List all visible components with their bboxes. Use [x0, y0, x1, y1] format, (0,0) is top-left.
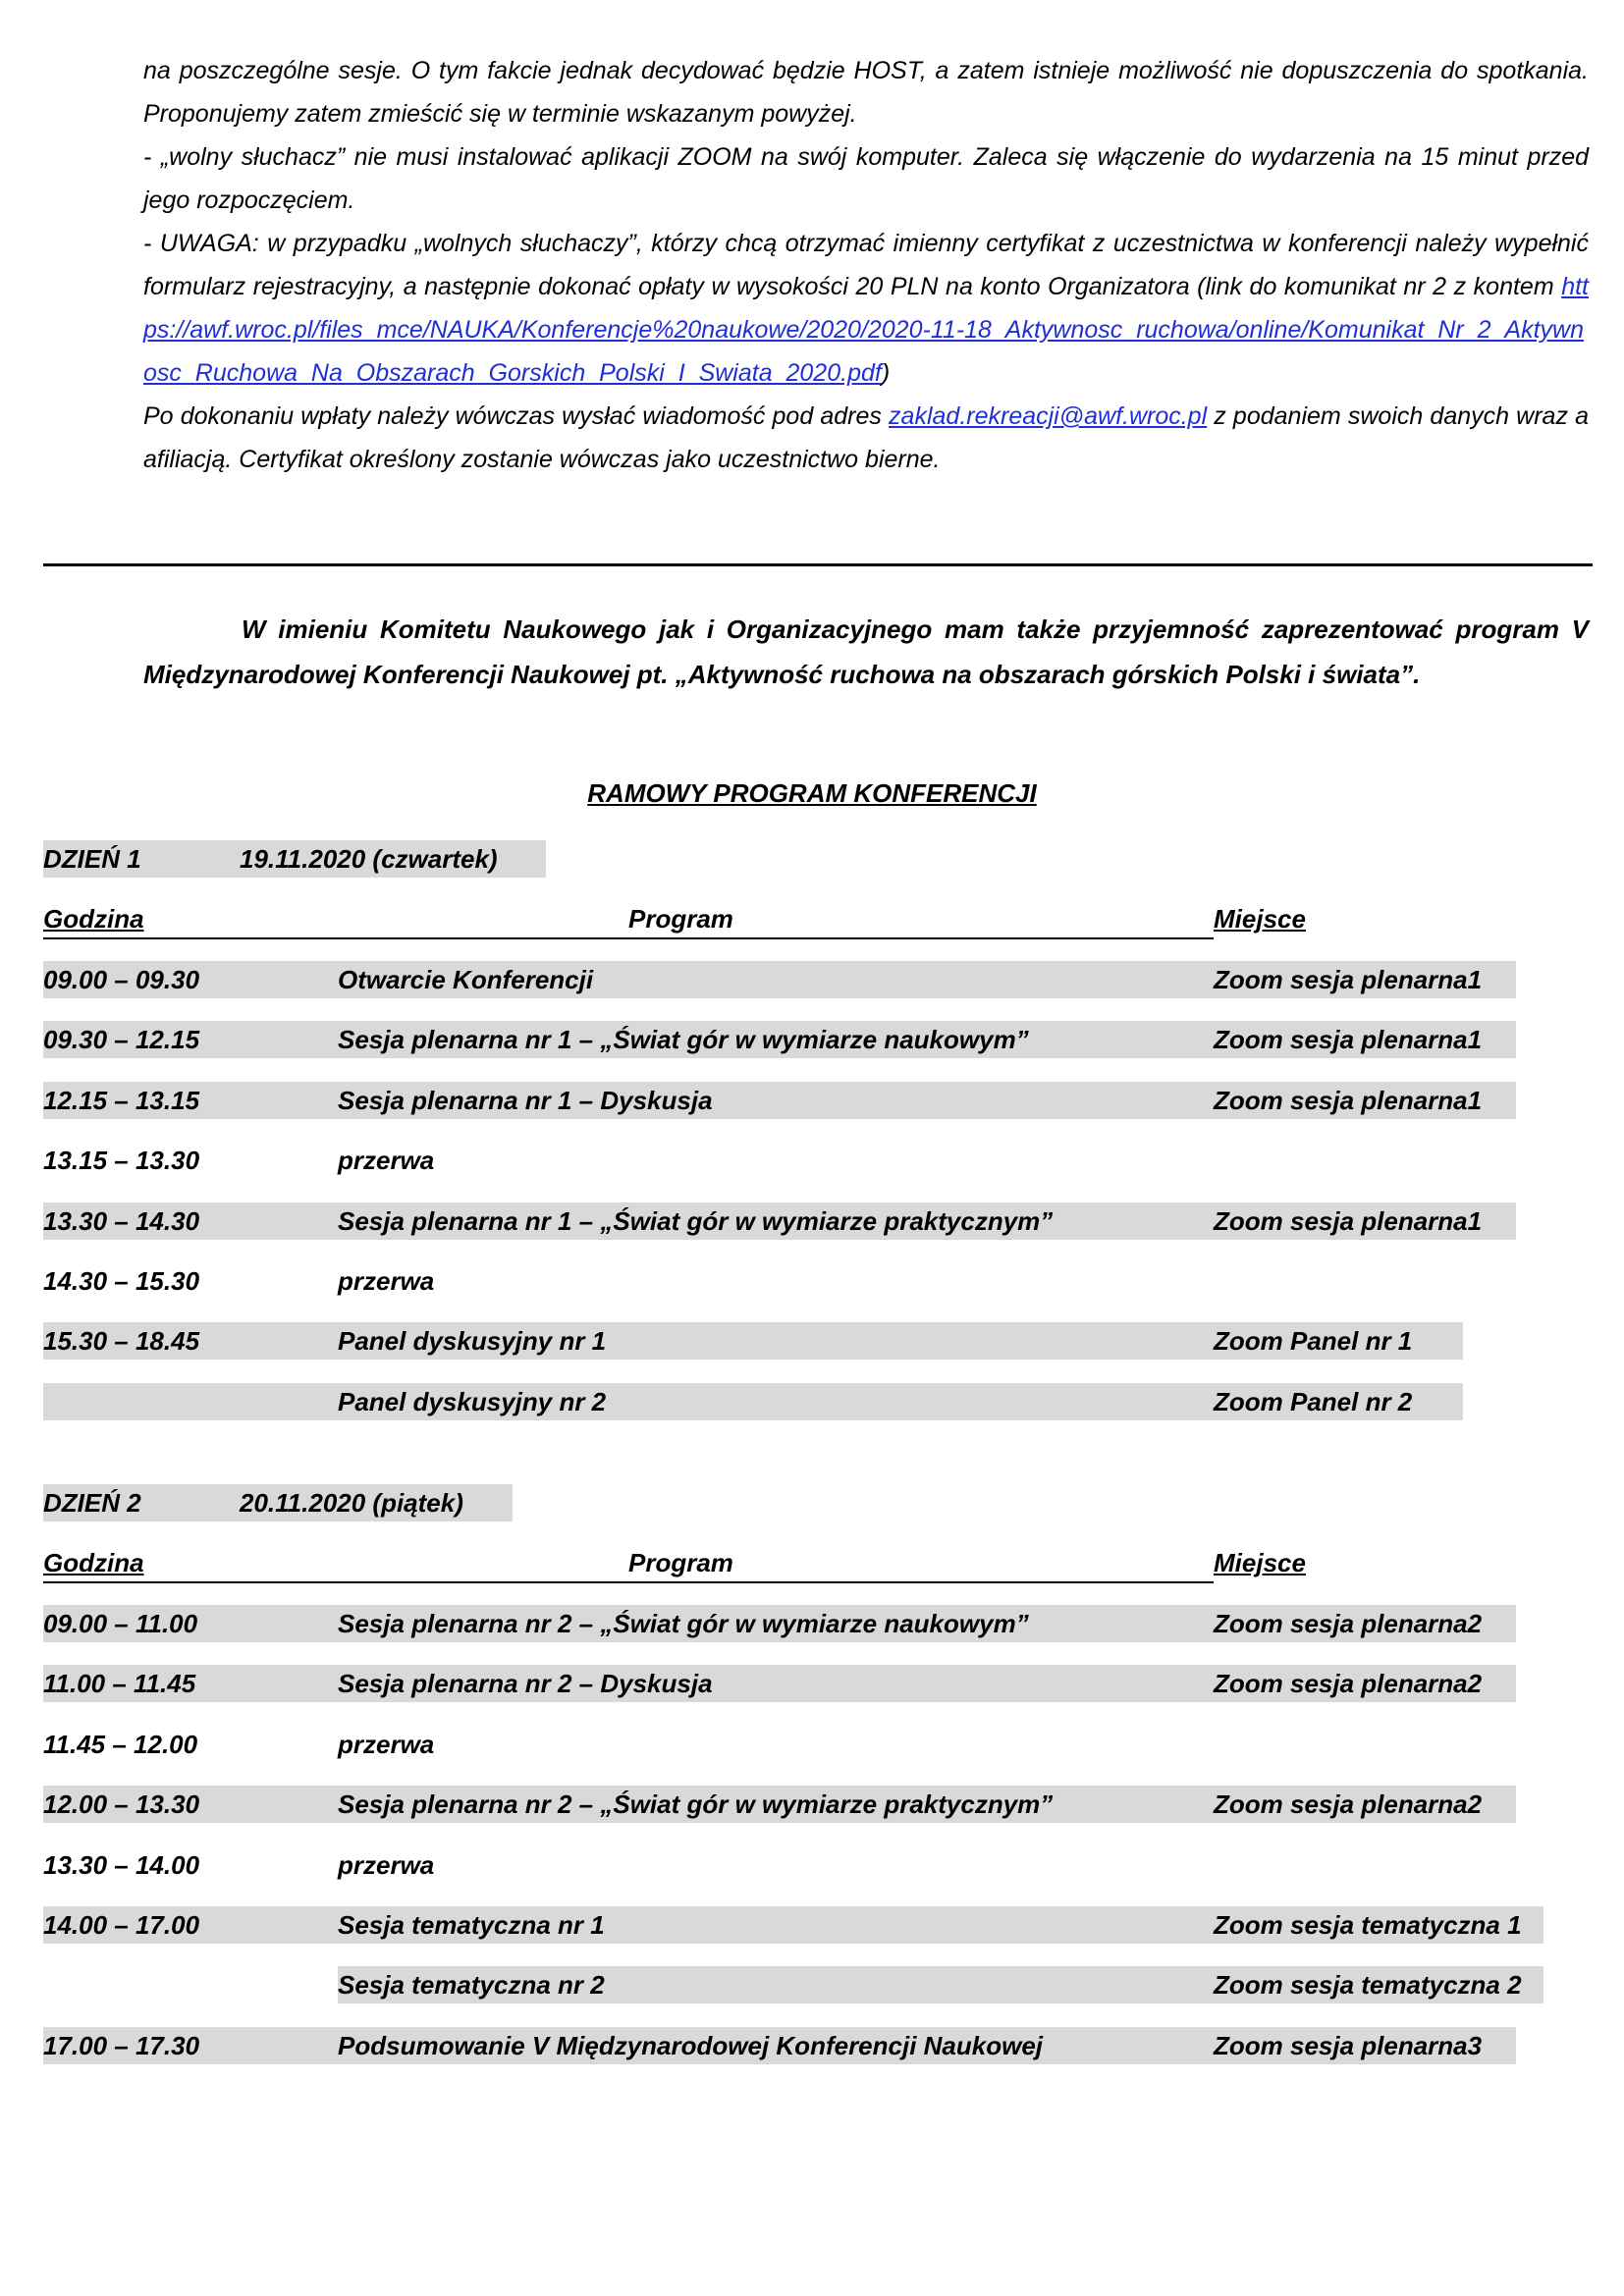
row-time: 13.15 – 13.30: [43, 1146, 200, 1175]
intro-p4-rest: z podaniem swoich danych wraz a afiliacją. Certyfikat określony zostanie wówczas jako uczestnictwo bierne.: [143, 402, 1589, 473]
row-place: Zoom sesja plenarna1: [1214, 1086, 1483, 1115]
intro-p3-close: ): [881, 359, 891, 387]
row-place: Zoom sesja tematyczna 2: [1214, 1970, 1522, 2000]
intro-p4-text: Po dokonaniu wpłaty należy wówczas wysłać wiadomość pod adres: [143, 402, 890, 430]
day-header: [43, 840, 546, 878]
row-time: 11.45 – 12.00: [43, 1730, 198, 1759]
row-time: 13.30 – 14.30: [43, 1206, 200, 1236]
column-headers: [43, 1545, 1320, 1584]
intro-text: [143, 49, 1589, 481]
row-time: 17.00 – 17.30: [43, 2031, 200, 2060]
row-program: przerwa: [338, 1266, 435, 1296]
row-program: Sesja plenarna nr 1 – „Świat gór w wymiarze praktycznym”: [338, 1206, 1054, 1236]
header-underline: [43, 1581, 1214, 1583]
day-date: 19.11.2020 (czwartek): [240, 844, 498, 874]
row-program: Panel dyskusyjny nr 2: [338, 1387, 607, 1416]
intro-paragraph-3: [143, 222, 1589, 395]
row-time: 12.15 – 13.15: [43, 1086, 200, 1115]
column-header-program: Program: [628, 1548, 733, 1577]
column-header-time: Godzina: [43, 1548, 144, 1577]
day-date: 20.11.2020 (piątek): [240, 1488, 463, 1518]
row-time: 09.00 – 09.30: [43, 965, 200, 994]
row-time: 09.00 – 11.00: [43, 1609, 198, 1638]
row-place: Zoom sesja tematyczna 1: [1214, 1910, 1522, 1940]
row-time: 09.30 – 12.15: [43, 1025, 200, 1054]
row-time: 14.00 – 17.00: [43, 1910, 200, 1940]
row-place: Zoom sesja plenarna2: [1214, 1789, 1483, 1819]
intro-paragraph-1: na poszczególne sesje. O tym fakcie jednak decydować będzie HOST, a zatem istnieje możliwość nie dopuszczenia do spotkania. Proponujemy zatem zmieścić się w terminie wskazanym powyżej.: [143, 57, 1589, 128]
row-time: 11.00 – 11.45: [43, 1669, 196, 1698]
row-time: 15.30 – 18.45: [43, 1326, 200, 1356]
row-place: Zoom sesja plenarna1: [1214, 1025, 1483, 1054]
row-program: przerwa: [338, 1730, 435, 1759]
column-headers: [43, 901, 1320, 940]
row-program: Sesja plenarna nr 2 – „Świat gór w wymiarze praktycznym”: [338, 1789, 1054, 1819]
komunikat-link[interactable]: https://awf.wroc.pl/files_mce/NAUKA/Konferencje%20naukowe/2020/2020-11-18_Aktywnosc_ruchowa/online/Komunikat_Nr_2_Aktywnosc_Ruchowa_Na_Obszarach_Gorskich_Polski_I_Swiata_2020.pdf: [143, 273, 1589, 387]
horizontal-divider: [43, 563, 1593, 566]
row-program: Sesja tematyczna nr 1: [338, 1910, 605, 1940]
row-program: Otwarcie Konferencji: [338, 965, 594, 994]
row-place: Zoom sesja plenarna2: [1214, 1609, 1483, 1638]
row-place: Zoom sesja plenarna1: [1214, 965, 1483, 994]
row-program: przerwa: [338, 1146, 435, 1175]
day-label: DZIEŃ 1: [43, 844, 141, 874]
row-program: Sesja plenarna nr 1 – Dyskusja: [338, 1086, 713, 1115]
row-place: Zoom Panel nr 2: [1214, 1387, 1413, 1416]
column-header-place: Miejsce: [1214, 904, 1306, 934]
committee-statement: W imieniu Komitetu Naukowego jak i Organizacyjnego mam także przyjemność zaprezentować program V Międzynarodowej Konferencji Naukowej pt. „Aktywność ruchowa na obszarach górskich Polski i świata”.: [143, 614, 1589, 689]
row-place: Zoom Panel nr 1: [1214, 1326, 1413, 1356]
row-program: Sesja tematyczna nr 2: [338, 1970, 605, 2000]
row-program: Sesja plenarna nr 2 – „Świat gór w wymiarze naukowym”: [338, 1609, 1029, 1638]
row-time: 13.30 – 14.00: [43, 1850, 200, 1880]
program-title: RAMOWY PROGRAM KONFERENCJI: [587, 778, 1037, 808]
intro-paragraph-2: - „wolny słuchacz” nie musi instalować aplikacji ZOOM na swój komputer. Zaleca się włączenie do wydarzenia na 15 minut przed jego rozpoczęciem.: [143, 143, 1589, 214]
day-label: DZIEŃ 2: [43, 1488, 141, 1518]
row-program: Sesja plenarna nr 2 – Dyskusja: [338, 1669, 713, 1698]
column-header-program: Program: [628, 904, 733, 934]
row-program: Sesja plenarna nr 1 – „Świat gór w wymiarze naukowym”: [338, 1025, 1029, 1054]
column-header-place: Miejsce: [1214, 1548, 1306, 1577]
row-time: 12.00 – 13.30: [43, 1789, 200, 1819]
row-place: Zoom sesja plenarna2: [1214, 1669, 1483, 1698]
row-program: Podsumowanie V Międzynarodowej Konferencji Naukowej: [338, 2031, 1044, 2060]
row-program: przerwa: [338, 1850, 435, 1880]
day-header: [43, 1484, 513, 1522]
row-place: Zoom sesja plenarna1: [1214, 1206, 1483, 1236]
header-underline: [43, 937, 1214, 939]
intro-paragraph-4: [143, 395, 1589, 481]
column-header-time: Godzina: [43, 904, 144, 934]
row-program: Panel dyskusyjny nr 1: [338, 1326, 607, 1356]
row-time: 14.30 – 15.30: [43, 1266, 200, 1296]
row-place: Zoom sesja plenarna3: [1214, 2031, 1483, 2060]
email-link[interactable]: zaklad.rekreacji@awf.wroc.pl: [889, 402, 1208, 430]
intro-p3-text: - UWAGA: w przypadku „wolnych słuchaczy”, którzy chcą otrzymać imienny certyfikat z uczestnictwa w konferencji należy wypełnić formularz rejestracyjny, a następnie dokonać opłaty w wysokości 20 PLN na konto Organizatora (link do komunikat nr 2 z kontem: [143, 230, 1589, 300]
